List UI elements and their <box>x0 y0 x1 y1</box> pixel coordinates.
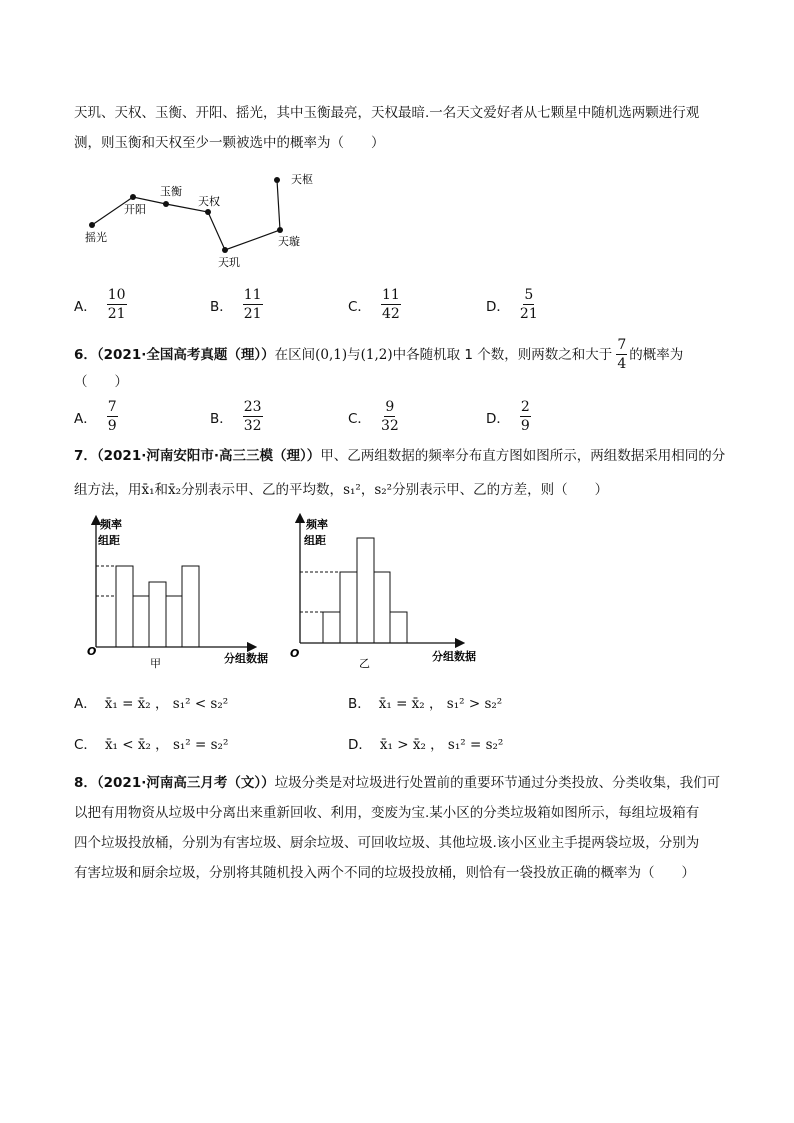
denominator: 32 <box>243 418 262 434</box>
fraction <box>520 287 538 322</box>
histogram-yi <box>288 512 488 672</box>
label-kaiyang: 开阳 <box>124 203 146 216</box>
bar-4 <box>374 572 390 643</box>
denominator: 9 <box>107 418 117 434</box>
q5-line-2: 测，则玉衡和天权至少一颗被选中的概率为（ ） <box>74 135 385 151</box>
option-letter: B． <box>210 298 233 315</box>
origin-label: O <box>290 647 300 660</box>
bar-5 <box>390 612 407 643</box>
q7-option-a <box>74 692 228 712</box>
xlabel: 分组数据 <box>224 652 268 665</box>
numerator: 7 <box>107 399 117 415</box>
q8-line-1 <box>74 773 720 793</box>
q5-line-1: 天玑、天权、玉衡、开阳、摇光，其中玉衡最亮，天权最暗.一名天文爱好者从七颗星中随机选两颗进行观 <box>74 105 700 121</box>
origin-label: O <box>87 645 97 658</box>
option-letter: A． <box>74 696 97 712</box>
label-tianquan: 天权 <box>198 195 220 208</box>
numerator: 11 <box>381 287 400 303</box>
bar-4 <box>166 596 182 647</box>
q6-option-b <box>210 399 263 434</box>
fraction <box>520 399 531 434</box>
bar-3 <box>149 582 166 647</box>
q6-text-b: 与 <box>347 346 361 363</box>
numerator: 7 <box>617 337 627 353</box>
bar-2 <box>133 596 149 647</box>
q5-option-c <box>348 287 401 322</box>
star-tianxuan <box>277 227 283 233</box>
ylabel-bottom: 组距 <box>304 534 326 547</box>
q6-interval-1: (0,1) <box>315 346 348 363</box>
denominator: 9 <box>520 418 530 434</box>
q6-option-d <box>486 399 531 434</box>
bar-1 <box>116 566 133 647</box>
numerator: 5 <box>524 287 534 303</box>
q5-option-b <box>210 287 263 322</box>
denominator: 42 <box>381 306 400 322</box>
q8-line-4: 有害垃圾和厨余垃圾，分别将其随机投入两个不同的垃圾投放桶，则恰有一袋投放正确的概率为（ ） <box>74 865 695 881</box>
star-yuheng <box>163 201 169 207</box>
q7-x1: x̄₁ <box>141 482 155 498</box>
chart-name: 乙 <box>359 657 370 670</box>
option-letter: A． <box>74 410 97 427</box>
q7-s1: s₁² <box>343 482 361 498</box>
fraction <box>107 287 127 322</box>
q7-s2: s₂² <box>374 482 393 498</box>
q7-text-a: 组方法，用 <box>74 482 142 498</box>
q6-text-c: 中各随机取 1 个数，则两数之和大于 <box>392 346 613 363</box>
q6-option-a <box>74 399 118 434</box>
label-tianji: 天玑 <box>218 256 240 269</box>
option-letter: D． <box>486 298 510 315</box>
xlabel: 分组数据 <box>432 650 476 663</box>
q7-option-d <box>348 733 503 753</box>
q6-source: 6．（2021·全国高考真题（理）） <box>74 346 275 363</box>
option-letter: B． <box>210 410 233 427</box>
q8-text-1: 垃圾分类是对垃圾进行处置前的重要环节通过分类投放、分类收集，我们可 <box>274 775 721 791</box>
q7-text-b: 和 <box>154 482 169 498</box>
fraction <box>381 287 401 322</box>
chart-name: 甲 <box>150 657 161 670</box>
option-letter: D． <box>486 410 510 427</box>
option-expr: x̄₁ > x̄₂ ， s₁² = s₂² <box>379 737 504 753</box>
q6-text-d: 的概率为 <box>629 346 684 363</box>
q7-x2: x̄₂ <box>168 482 182 498</box>
q5-option-a <box>74 287 127 322</box>
numerator: 11 <box>243 287 262 303</box>
bar-3 <box>357 538 374 643</box>
histogram-jia <box>84 512 274 672</box>
denominator: 21 <box>243 306 262 322</box>
label-tianshu: 天枢 <box>291 173 313 186</box>
q6-text-a: 在区间 <box>274 346 316 363</box>
star-tianji <box>222 247 228 253</box>
option-letter: C． <box>348 298 371 315</box>
q6-option-c <box>348 399 399 434</box>
option-expr: x̄₁ < x̄₂ ， s₁² = s₂² <box>104 737 229 753</box>
star-kaiyang <box>130 194 136 200</box>
q7-text-c: 分别表示甲、乙的平均数， <box>181 482 344 498</box>
ylabel-bottom: 组距 <box>98 534 120 547</box>
numerator: 10 <box>107 287 126 303</box>
numerator: 9 <box>385 399 395 415</box>
option-letter: C． <box>74 737 97 753</box>
option-letter: D． <box>348 737 372 753</box>
star-tianquan <box>205 209 211 215</box>
ylabel-top: 频率 <box>100 518 122 531</box>
big-dipper-diagram <box>70 168 330 278</box>
label-yaoguang: 摇光 <box>85 231 107 244</box>
q5-option-d <box>486 287 538 322</box>
fraction <box>107 399 118 434</box>
numerator: 2 <box>520 399 530 415</box>
q7-comma: ， <box>360 482 375 498</box>
q8-line-3: 四个垃圾投放桶，分别为有害垃圾、厨余垃圾、可回收垃圾、其他垃圾.该小区业主手提两袋垃圾，分别为 <box>74 835 700 851</box>
option-letter: B． <box>348 696 371 712</box>
numerator: 23 <box>243 399 262 415</box>
q7-option-c <box>74 733 228 753</box>
q7-line-2 <box>74 480 608 500</box>
q7-source: 7．（2021·河南安阳市·高三三模（理）） <box>74 448 321 464</box>
option-letter: C． <box>348 410 371 427</box>
fraction <box>381 399 399 434</box>
q6-line-1 <box>74 337 683 372</box>
q7-line-1 <box>74 446 725 466</box>
bar-5 <box>182 566 199 647</box>
q6-fraction <box>616 337 627 372</box>
denominator: 32 <box>380 418 399 434</box>
label-tianxuan: 天璇 <box>278 235 300 248</box>
option-letter: A． <box>74 298 97 315</box>
q6-interval-2: (1,2) <box>360 346 393 363</box>
denominator: 21 <box>107 306 126 322</box>
q6-line-2: （ ） <box>74 374 128 390</box>
denominator: 4 <box>617 356 627 372</box>
star-yaoguang <box>89 222 95 228</box>
bar-1 <box>323 612 340 643</box>
q7-option-b <box>348 692 502 712</box>
q8-source: 8．（2021·河南高三月考（文）） <box>74 775 275 791</box>
star-tianshu <box>274 177 280 183</box>
fraction <box>243 287 263 322</box>
denominator: 21 <box>519 306 538 322</box>
q7-text-d: 分别表示甲、乙的方差，则（ ） <box>392 482 609 498</box>
q7-text-1: 甲、乙两组数据的频率分布直方图如图所示，两组数据采用相同的分 <box>320 448 726 464</box>
q8-line-2: 以把有用物资从垃圾中分离出来重新回收、利用，变废为宝.某小区的分类垃圾箱如图所示，每组垃圾箱有 <box>74 805 700 821</box>
option-expr: x̄₁ = x̄₂ ， s₁² > s₂² <box>378 696 503 712</box>
ylabel-top: 频率 <box>306 518 328 531</box>
fraction <box>243 399 263 434</box>
label-yuheng: 玉衡 <box>160 185 182 198</box>
option-expr: x̄₁ = x̄₂ ， s₁² < s₂² <box>104 696 229 712</box>
bar-2 <box>340 572 357 643</box>
